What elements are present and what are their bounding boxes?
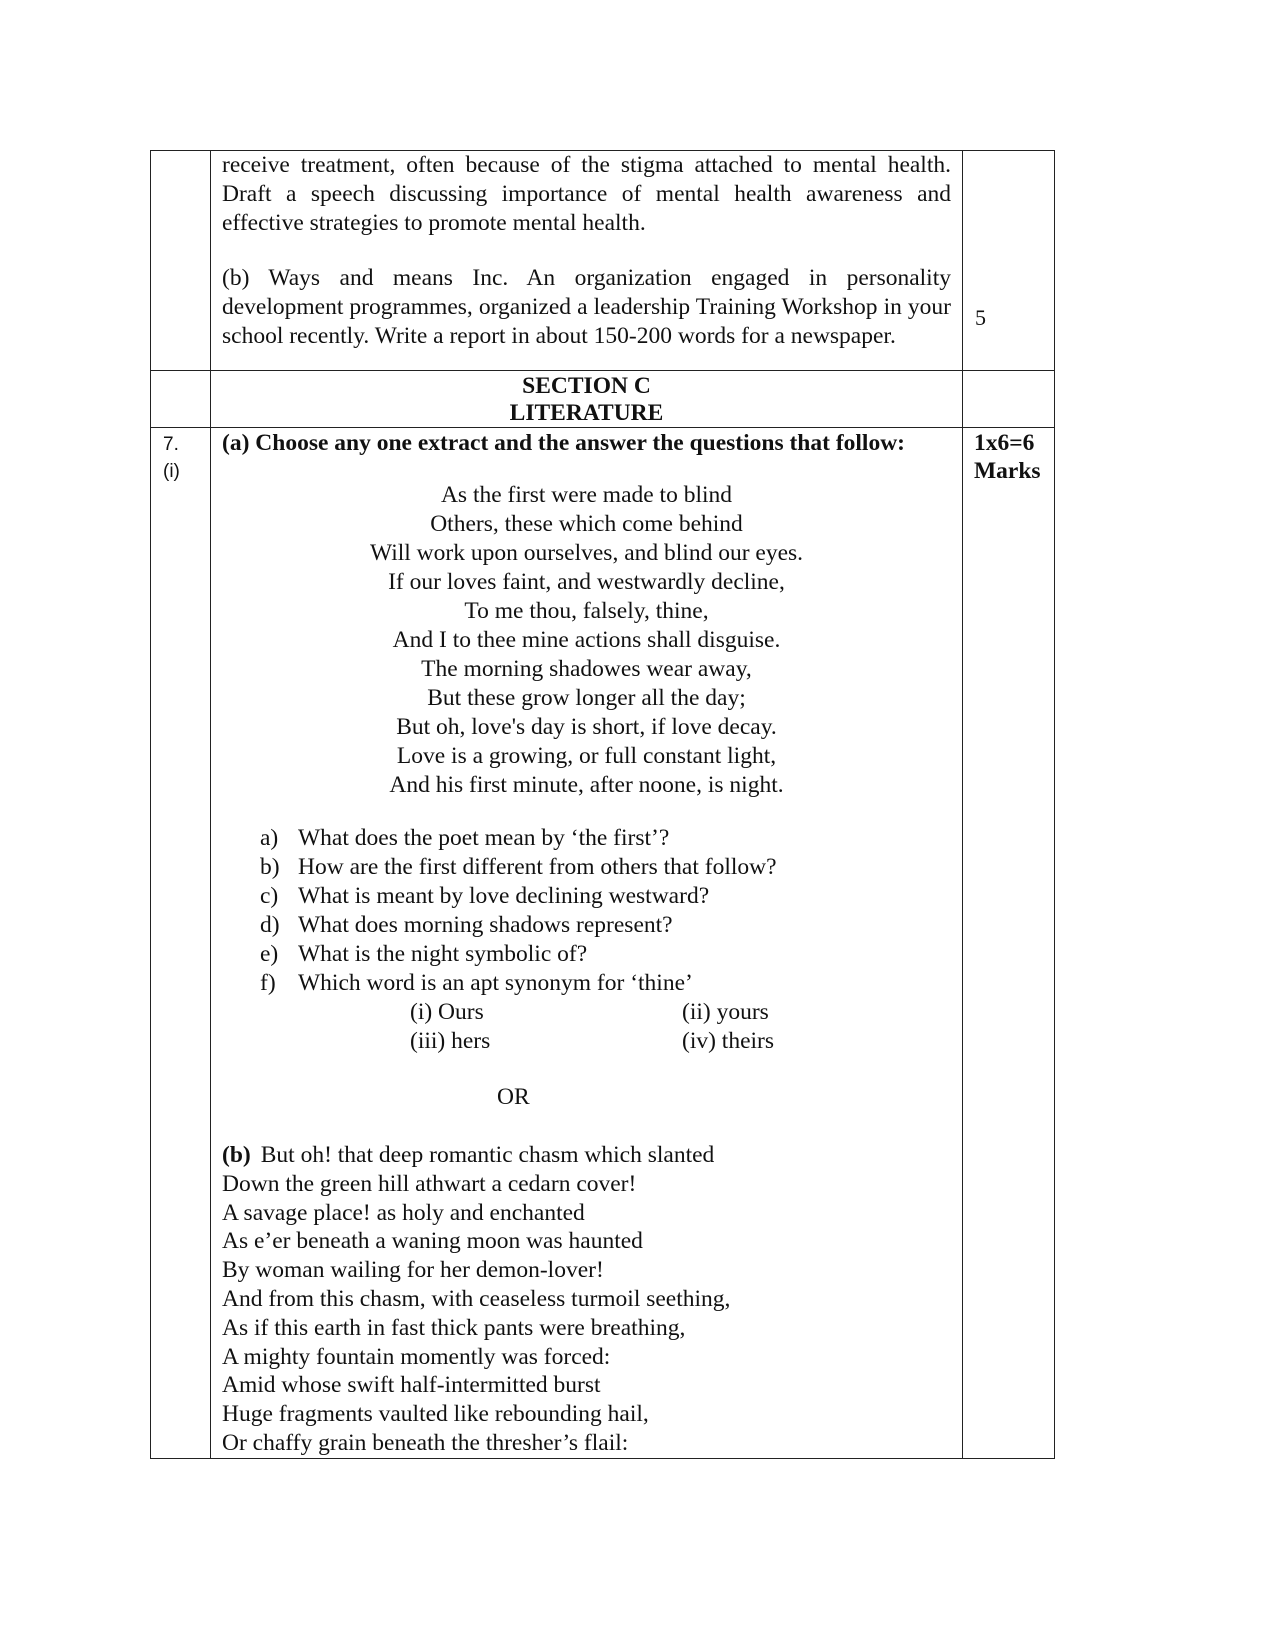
question-text: Which word is an apt synonym for ‘thine’ [298, 970, 693, 996]
list-item [260, 853, 951, 882]
report-prompt: (b) Ways and means Inc. An organization engaged in personality development programmes, organized a leadership Training Workshop in your school recently. Write a report in about 150-200 words for a newspaper. [222, 265, 951, 349]
continued-question-body [211, 151, 963, 371]
question-letter: e) [260, 941, 279, 967]
question-list [222, 824, 951, 1056]
poem-line: But oh, love's day is short, if love decay. [396, 714, 777, 740]
question-letter: b) [260, 854, 280, 880]
poem-extract-a [222, 481, 951, 800]
poem-line: Down the green hill athwart a cedarn cover! [222, 1170, 637, 1197]
list-item [260, 940, 951, 969]
or-separator: OR [497, 1084, 530, 1110]
section-heading [211, 371, 963, 428]
question-instruction: (a) Choose any one extract and the answer the questions that follow: [222, 430, 906, 456]
poem-line: A mighty fountain momently was forced: [222, 1343, 611, 1370]
marks-label: Marks [974, 458, 1041, 484]
section-empty-cell-left [151, 371, 211, 428]
option-hers: (iii) hers [410, 1028, 491, 1054]
question-text: What does the poet mean by ‘the first’? [298, 825, 670, 851]
poem-line: Will work upon ourselves, and blind our eyes. [369, 540, 804, 566]
poem-line: And I to thee mine actions shall disguise. [392, 627, 781, 653]
question-text: What is the night symbolic of? [298, 941, 588, 967]
option-ours: (i) Ours [410, 999, 484, 1025]
question-number-cell [151, 428, 211, 1459]
marks-cell: 5 [963, 151, 1055, 371]
poem-line: Amid whose swift half-intermitted burst [222, 1372, 601, 1399]
section-empty-cell-right [963, 371, 1055, 428]
list-item [260, 969, 951, 998]
question-7-body [211, 428, 963, 1459]
poem-line: And from this chasm, with ceaseless turmoil seething, [222, 1285, 731, 1312]
poem-line: As if this earth in fast thick pants were breathing, [222, 1314, 686, 1341]
option-yours: (ii) yours [682, 999, 769, 1025]
answer-options [410, 998, 951, 1056]
list-item [260, 911, 951, 940]
question-number-cell-empty [151, 151, 211, 371]
poem-line: Huge fragments vaulted like rebounding hail, [222, 1401, 649, 1428]
poem-line: As e’er beneath a waning moon was haunted [222, 1228, 643, 1255]
option-theirs: (iv) theirs [682, 1028, 775, 1054]
poem-line-text: But oh! that deep romantic chasm which slanted [260, 1142, 715, 1168]
options-row-2 [410, 1027, 951, 1056]
marks-value: 1x6=6 [974, 430, 1035, 456]
poem-line: Others, these which come behind [430, 511, 743, 537]
section-title: SECTION C [522, 373, 651, 399]
question-letter: f) [260, 970, 276, 996]
question-letter: d) [260, 912, 280, 938]
list-item [260, 882, 951, 911]
poem-line: A savage place! as holy and enchanted [222, 1199, 585, 1226]
question-letter: c) [260, 883, 279, 909]
question-marks-cell [963, 428, 1055, 1459]
poem-line: Or chaffy grain beneath the thresher’s flail: [222, 1429, 629, 1456]
poem-line: If our loves faint, and westwardly decline, [388, 569, 785, 595]
question-text: What does morning shadows represent? [298, 912, 673, 938]
question-text: How are the first different from others that follow? [298, 854, 777, 880]
poem-line: To me thou, falsely, thine, [464, 598, 709, 624]
question-sub-number: (i) [163, 461, 180, 482]
section-heading-row [151, 371, 1055, 428]
question-letter: a) [260, 825, 279, 851]
question-paper-table [150, 150, 1055, 1459]
poem-line [222, 1141, 951, 1170]
section-subtitle: LITERATURE [509, 400, 664, 426]
poem-line: By woman wailing for her demon-lover! [222, 1257, 604, 1284]
poem-line: And his first minute, after noone, is night. [389, 772, 784, 798]
extract-b-label: (b) [222, 1142, 251, 1168]
question-text: What is meant by love declining westward? [298, 883, 710, 909]
poem-line: Love is a growing, or full constant light, [396, 743, 777, 769]
question-number: 7. [163, 434, 179, 455]
speech-prompt: receive treatment, often because of the stigma attached to mental health. Draft a speech discussing importance of mental health awareness and effective strategies to promote mental health. [222, 152, 951, 236]
poem-line: As the first were made to blind [440, 482, 733, 508]
poem-extract-b [222, 1141, 951, 1458]
question-7-row [151, 428, 1055, 1459]
list-item [260, 824, 951, 853]
poem-line: The morning shadowes wear away, [421, 656, 752, 682]
continued-question-row [151, 151, 1055, 371]
options-row-1 [410, 998, 951, 1027]
poem-line: But these grow longer all the day; [427, 685, 746, 711]
